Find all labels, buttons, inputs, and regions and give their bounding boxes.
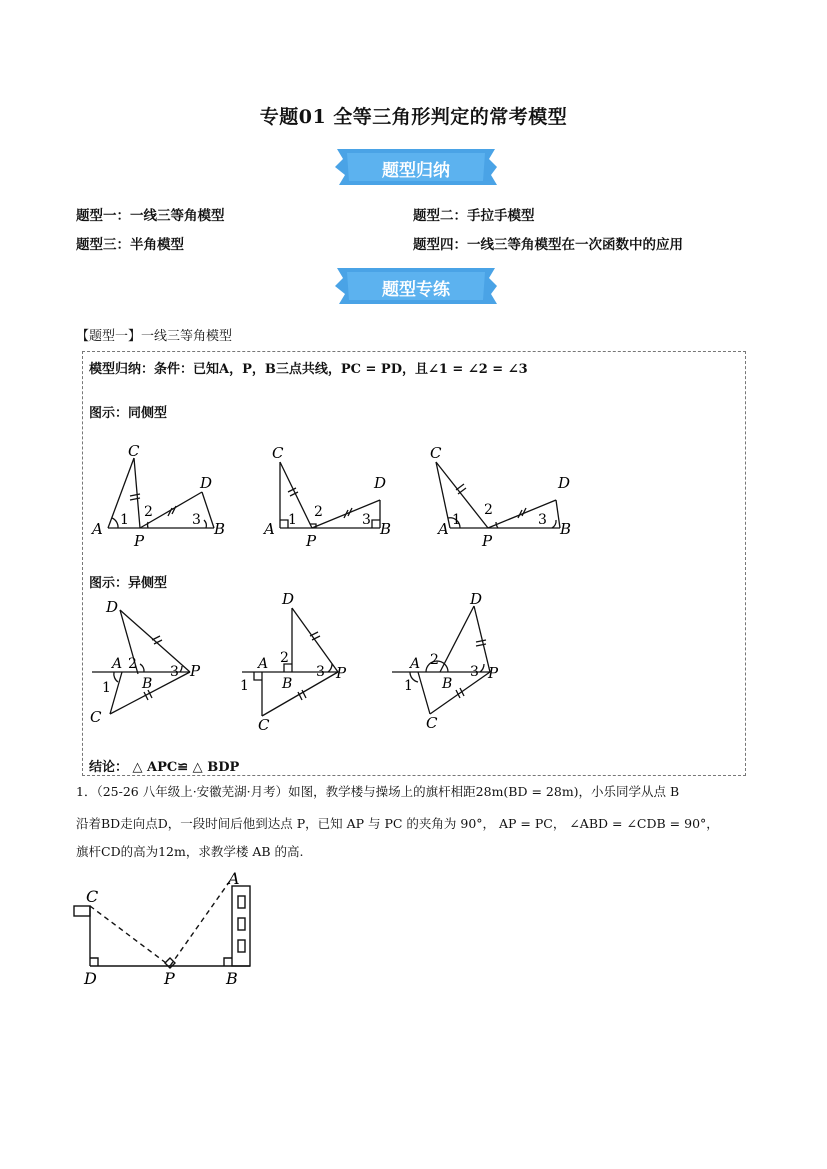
figure-opposite-side-3	[390, 590, 520, 735]
label-2: 2	[144, 504, 153, 520]
section-heading: 【题型一】一线三等角模型	[76, 329, 233, 344]
label-D: D	[558, 474, 571, 492]
label-B: B	[560, 520, 572, 538]
label-A: A	[264, 520, 275, 538]
label-D: D	[374, 474, 387, 492]
label-3: 3	[470, 664, 479, 680]
figure-opposite-side-1	[86, 596, 216, 731]
label-P: P	[134, 532, 145, 550]
label-3: 3	[192, 512, 201, 528]
label-A: A	[92, 520, 103, 538]
label-B: B	[142, 676, 153, 692]
model-summary-text: 模型归纳：条件：已知A，P，B三点共线，PC = PD，且∠1 = ∠2 = ∠3	[89, 362, 528, 377]
label-1: 1	[120, 512, 129, 528]
label-2: 2	[430, 652, 439, 668]
figure-same-side-1	[88, 440, 238, 550]
conclusion-text: 结论： △ APC≌ △ BDP	[89, 760, 240, 775]
label-1: 1	[240, 678, 249, 694]
label-2: 2	[280, 650, 289, 666]
label-3: 3	[362, 512, 371, 528]
label-C: C	[258, 716, 270, 734]
label-P: P	[482, 532, 493, 550]
label-D: D	[106, 598, 119, 616]
label-A: A	[438, 520, 449, 538]
label-3: 3	[170, 664, 179, 680]
label-2: 2	[314, 504, 323, 520]
label-D: D	[84, 969, 97, 988]
label-C: C	[272, 444, 284, 462]
label-1: 1	[404, 678, 413, 694]
label-P: P	[488, 664, 499, 682]
label-D: D	[200, 474, 213, 492]
figure-opposite-side-2	[238, 590, 368, 735]
banner-summary-text: 题型归纳	[382, 161, 450, 181]
figure-same-side-3	[430, 440, 590, 550]
question-1-line-1: 1．（25-26 八年级上·安徽芜湖·月考）如图，教学楼与操场上的旗杆相距28m(BD = 28m)，小乐同学从点 B	[76, 784, 680, 799]
banner-practice	[331, 266, 501, 306]
label-2: 2	[128, 656, 137, 672]
label-A: A	[410, 656, 421, 672]
label-1: 1	[102, 680, 111, 696]
page-title: 专题01 全等三角形判定的常考模型	[259, 106, 568, 128]
label-P: P	[336, 664, 347, 682]
label-C: C	[128, 442, 140, 460]
toc-item-3[interactable]: 题型三：半角模型	[76, 237, 184, 253]
banner-practice-text: 题型专练	[382, 280, 450, 300]
opposite-side-label: 图示：异侧型	[89, 576, 168, 591]
label-A: A	[228, 869, 240, 888]
label-B: B	[442, 676, 453, 692]
question-1-line-2: 沿着BD走向点D，一段时间后他到达点 P，已知 AP 与 PC 的夹角为 90°， AP = PC， ∠ABD = ∠CDB = 90°，	[76, 816, 719, 831]
label-3: 3	[538, 512, 547, 528]
question-1-figure	[70, 868, 270, 988]
same-side-label: 图示：同侧型	[89, 406, 168, 421]
label-C: C	[426, 714, 438, 732]
label-2: 2	[484, 502, 493, 518]
label-P: P	[190, 662, 201, 680]
label-B: B	[214, 520, 226, 538]
label-B: B	[282, 676, 293, 692]
label-C: C	[90, 708, 102, 726]
label-D: D	[282, 590, 295, 608]
label-B: B	[226, 969, 238, 988]
label-1: 1	[452, 512, 461, 528]
question-1-line-3: 旗杆CD的高为12m，求教学楼 AB 的高.	[76, 844, 304, 859]
label-A: A	[112, 656, 123, 672]
label-P: P	[164, 969, 175, 988]
label-C: C	[86, 887, 99, 906]
label-A: A	[258, 656, 269, 672]
toc-item-1[interactable]: 题型一：一线三等角模型	[76, 208, 225, 224]
toc-item-2[interactable]: 题型二：手拉手模型	[413, 208, 535, 224]
figure-same-side-2	[262, 440, 412, 550]
label-1: 1	[288, 512, 297, 528]
label-P: P	[306, 532, 317, 550]
label-B: B	[380, 520, 392, 538]
toc-item-4[interactable]: 题型四：一线三等角模型在一次函数中的应用	[413, 237, 683, 253]
label-D: D	[470, 590, 483, 608]
label-3: 3	[316, 664, 325, 680]
label-C: C	[430, 444, 442, 462]
banner-summary	[331, 147, 501, 187]
